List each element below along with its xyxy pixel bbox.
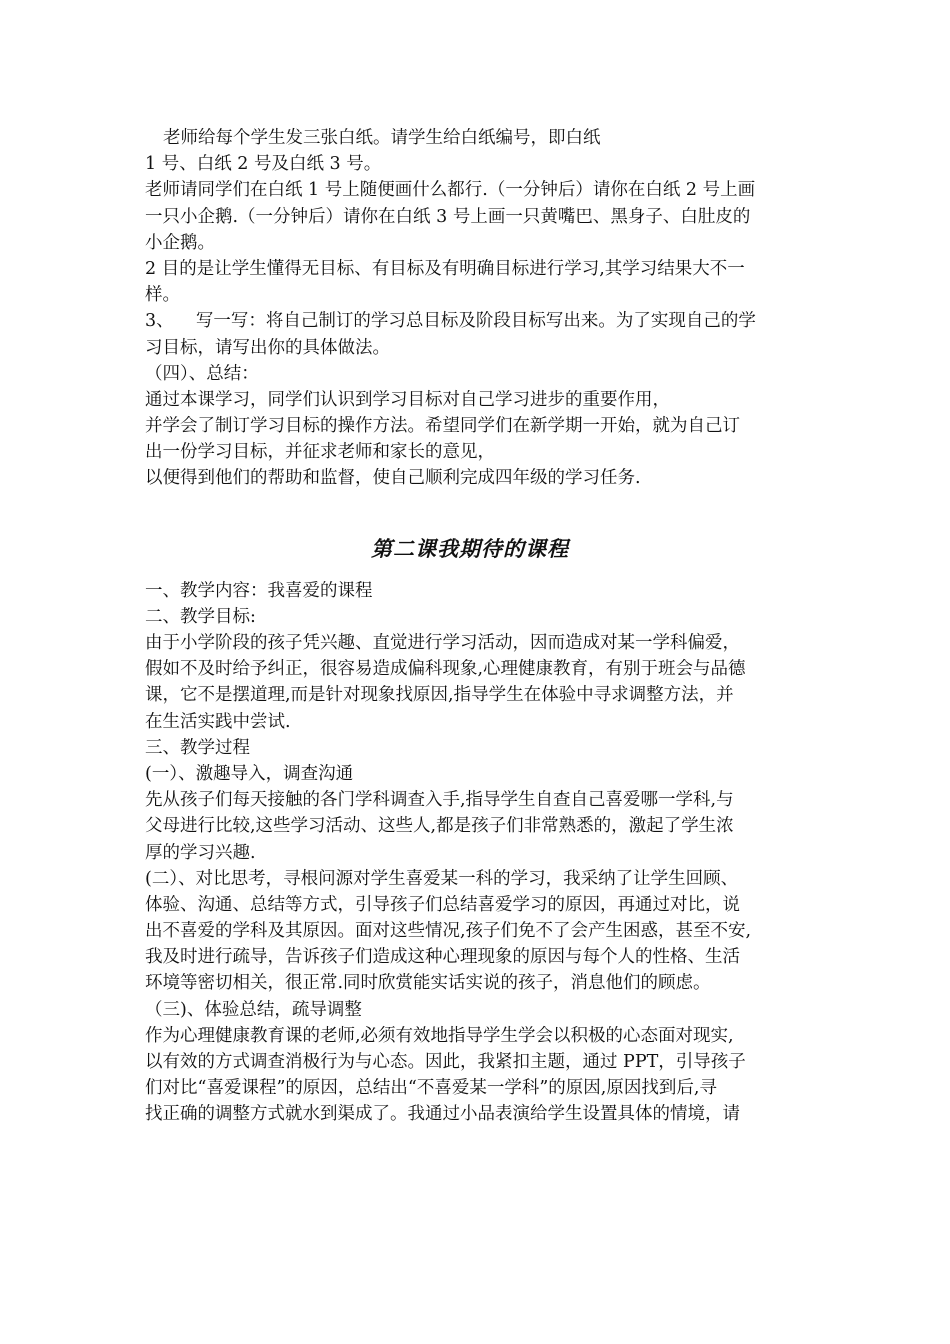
paragraph-line: 作为心理健康教育课的老师,必须有效地指导学生学会以积极的心态面对现实, (145, 1025, 734, 1046)
section-heading: 二、教学目标: (145, 606, 256, 627)
paragraph-line: 2 目的是让学生懂得无目标、有目标及有明确目标进行学习,其学习结果大不一 (145, 258, 745, 279)
document-body (145, 125, 825, 1128)
paragraph-line: 我及时进行疏导，告诉孩子们造成这种心理现象的原因与每个人的性格、生活 (145, 947, 740, 968)
paragraph-line: 通过本课学习，同学们认识到学习目标对自己学习进步的重要作用， (145, 389, 670, 410)
paragraph-line: 体验、沟通、总结等方式，引导孩子们总结喜爱学习的原因，再通过对比，说 (145, 894, 740, 915)
paragraph-line: 由于小学阶段的孩子凭兴趣、直觉进行学习活动，因而造成对某一学科偏爱， (145, 633, 740, 653)
section-heading: （四）、总结： (145, 363, 259, 384)
paragraph-line: 样。 (145, 285, 180, 306)
paragraph-line: 们对比“喜爱课程”的原因，总结出“不喜爱某一学科”的原因,原因找到后,寻 (145, 1078, 717, 1099)
paragraph-line: 以有效的方式调查消极行为与心态。因此，我紧扣主题，通过 PPT，引导孩子 (145, 1052, 746, 1072)
paragraph-line: 习目标，请写出你的具体做法。 (145, 337, 390, 358)
lesson-title: 第二课我期待的课程 (371, 535, 569, 561)
section-heading: (一）、激趣导入，调查沟通 (145, 763, 354, 784)
spacer (145, 492, 825, 532)
spacer (145, 566, 825, 578)
paragraph-line: 先从孩子们每天接触的各门学科调查入手,指导学生自查自己喜爱哪一学科,与 (145, 790, 734, 811)
paragraph-line: 1 号、白纸 2 号及白纸 3 号。 (145, 154, 382, 175)
paragraph-line: 3、 写一写：将自己制订的学习总目标及阶段目标写出来。为了实现自己的学 (145, 311, 756, 332)
paragraph-line: 父母进行比较,这些学习活动、这些人,都是孩子们非常熟悉的，激起了学生浓 (145, 816, 734, 837)
paragraph-line: 在生活实践中尝试. (145, 711, 291, 732)
paragraph-line: 假如不及时给予纠正，很容易造成偏科现象,心理健康教育，有别于班会与品德 (145, 659, 746, 680)
paragraph-line: 环境等密切相关，很正常.同时欣赏能实话实说的孩子，消息他们的顾虑。 (145, 973, 711, 994)
paragraph-line: 一只小企鹅.（一分钟后）请你在白纸 3 号上画一只黄嘴巴、黑身子、白肚皮的 (145, 206, 751, 227)
paragraph-line: (二）、对比思考，寻根问源对学生喜爱某一科的学习，我采纳了让学生回顾、 (145, 868, 739, 889)
paragraph-line: 老师给每个学生发三张白纸。请学生给白纸编号，即白纸 (163, 128, 601, 148)
paragraph-line: 找正确的调整方式就水到渠成了。我通过小品表演给学生设置具体的情境，请 (145, 1104, 740, 1125)
section-heading: 一、教学内容：我喜爱的课程 (145, 580, 373, 601)
paragraph-line: 出不喜爱的学科及其原因。面对这些情况,孩子们免不了会产生困惑，甚至不安, (145, 921, 752, 942)
paragraph-line: 老师请同学们在白纸 1 号上随便画什么都行.（一分钟后）请你在白纸 2 号上画 (145, 180, 756, 201)
paragraph-line: 出一份学习目标，并征求老师和家长的意见， (145, 442, 495, 463)
paragraph-line: 厚的学习兴趣. (145, 842, 256, 863)
section-heading: 三、教学过程 (145, 737, 250, 758)
paragraph-line: 小企鹅。 (145, 232, 215, 253)
paragraph-line: 并学会了制订学习目标的操作方法。希望同学们在新学期一开始，就为自己订 (145, 416, 740, 437)
paragraph-line: 课，它不是摆道理,而是针对现象找原因,指导学生在体验中寻求调整方法，并 (145, 685, 734, 706)
paragraph-line: 以便得到他们的帮助和监督，使自己顺利完成四年级的学习任务. (145, 468, 641, 489)
section-heading: （三)、体验总结，疏导调整 (145, 999, 362, 1020)
